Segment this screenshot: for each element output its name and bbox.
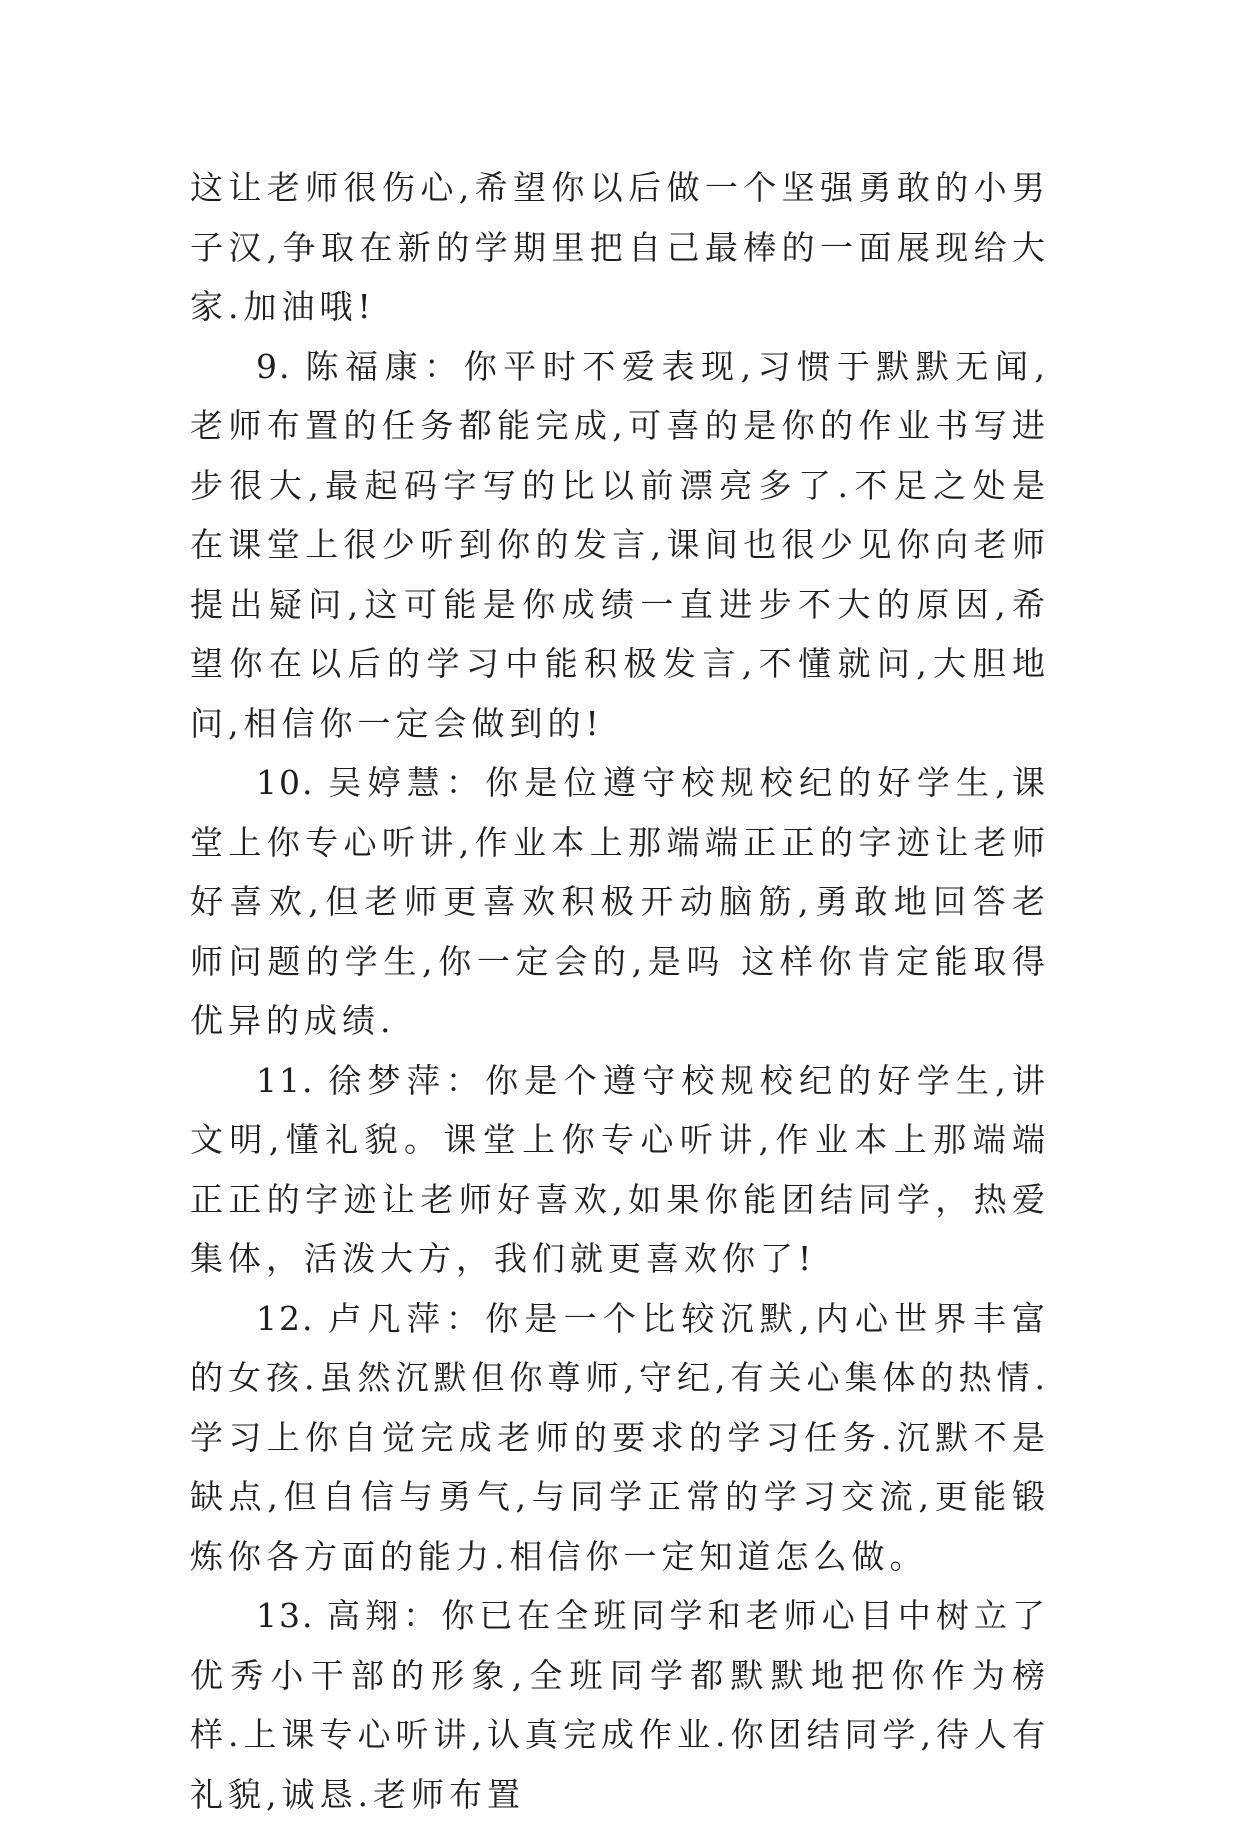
paragraph-12	[190, 1289, 1050, 1587]
paragraph-text: 这让老师很伤心,希望你以后做一个坚强勇敢的小男子汉,争取在新的学期里把自己最棒的一面展现给大家.加油哦!	[190, 168, 1050, 326]
paragraph-text: 吴婷慧：你是位遵守校规校纪的好学生,课堂上你专心听讲,作业本上那端端正正的字迹让老师好喜欢,但老师更喜欢积极开动脑筋,勇敢地回答老师问题的学生,你一定会的,是吗 这样你肯定能取得优异的成绩.	[190, 763, 1050, 1040]
paragraph-number: 9.	[256, 346, 306, 386]
paragraph-10	[190, 753, 1050, 1051]
paragraph-9	[190, 337, 1050, 754]
paragraph-number: 13.	[256, 1596, 328, 1635]
paragraph-number: 10.	[256, 763, 329, 802]
paragraph-text: 陈福康：你平时不爱表现,习惯于默默无闻,老师布置的任务都能完成,可喜的是你的作业书写进步很大,最起码字写的比以前漂亮多了.不足之处是在课堂上很少听到你的发言,课间也很少见你向老师提出疑问,这可能是你成绩一直进步不大的原因,希望你在以后的学习中能积极发言,不懂就问,大胆地问,相信你一定会做到的!	[190, 346, 1050, 743]
paragraph-continuation	[190, 158, 1050, 337]
paragraph-number: 11.	[256, 1060, 329, 1100]
paragraph-text: 卢凡萍：你是一个比较沉默,内心世界丰富的女孩.虽然沉默但你尊师,守纪,有关心集体的热情.学习上你自觉完成老师的要求的学习任务.沉默不是缺点,但自信与勇气,与同学正常的学习交流,更能锻炼你各方面的能力.相信你一定知道怎么做。	[190, 1298, 1050, 1576]
paragraph-13	[190, 1586, 1050, 1824]
paragraph-11	[190, 1051, 1050, 1289]
paragraph-text: 徐梦萍：你是个遵守校规校纪的好学生,讲文明,懂礼貌。课堂上你专心听讲,作业本上那端端正正的字迹让老师好喜欢,如果你能团结同学，热爱集体，活泼大方，我们就更喜欢你了!	[190, 1060, 1050, 1278]
document-body	[190, 158, 1050, 1824]
paragraph-number: 12.	[256, 1298, 329, 1338]
paragraph-text: 高翔：你已在全班同学和老师心目中树立了优秀小干部的形象,全班同学都默默地把你作为榜样.上课专心听讲,认真完成作业.你团结同学,待人有礼貌,诚恳.老师布置	[190, 1596, 1050, 1814]
